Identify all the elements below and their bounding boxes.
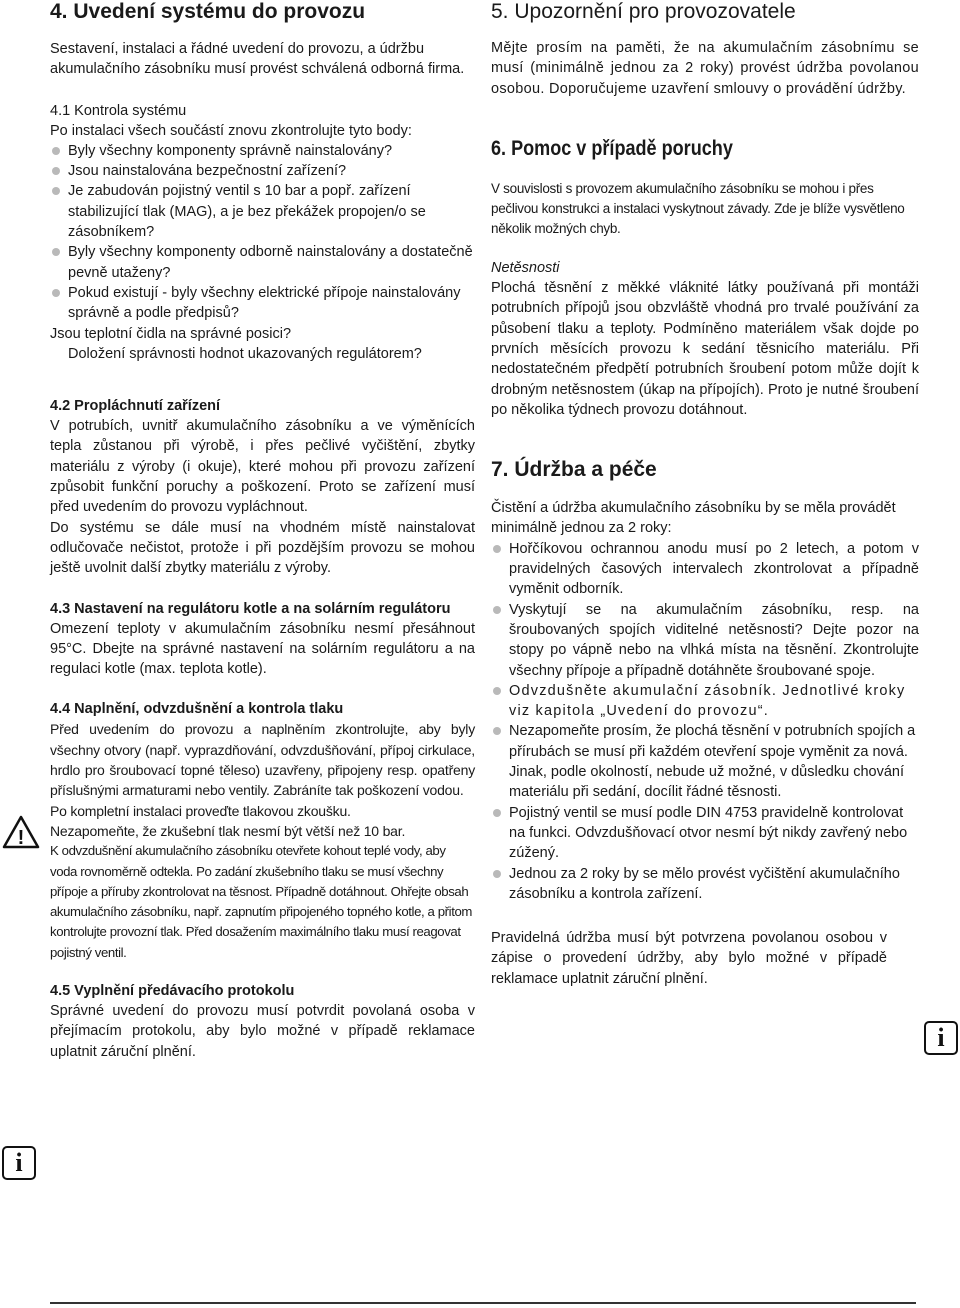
section-4-4-text-4: K odvzdušnění akumulačního zásobníku otevřete kohout teplé vody, aby voda rovnoměrně odtekla. Po zadání zkušebního tlaku se musí všechny přípoje a příruby zkontrolovat na těsnost. Případně dotáhnout. Ohřejte obsah akumulačního zásobníku, např. zapnutím připojeného topného kotle, a přitom kontrolujte provozní tlak. Před dosažením maximálního tlaku musí reagovat pojistný ventil. [50, 843, 472, 960]
warning-glyph: ! [17, 827, 25, 849]
section-4-4-text-3: Nezapomeňte, že zkušební tlak nesmí být větší než 10 bar. [50, 822, 406, 839]
section-5-text: Mějte prosím na paměti, že na akumulačním zásobnímu se musí (minimálně jednou za 2 roky) provést údržba povolanou osobou. Doporučujeme uzavření smlouvy o provádění údržby. [491, 40, 919, 97]
section-6-text: V souvislosti s provozem akumulačního zásobníku se mohou i přes pečlivou konstrukci a instalaci vyskytnout závady. Zde je blíže vysvětleno několik možných chyb. [491, 180, 905, 237]
section-4-4-heading: 4.4 Naplnění, odvzdušnění a kontrola tlaku [50, 701, 344, 718]
right-column [491, 0, 919, 989]
section-4-intro: Sestavení, instalaci a řádné uvedení do provozu, a údržbu akumulačního zásobníku musí provést schválená odborná firma. [50, 41, 465, 78]
section-6-subtext: Plochá těsnění z měkké vláknité látky používaná při montáži potrubních přípojů jsou obzvláště vhodná pro trvalé používání za působení tlaku a teploty. Podmíněno materiálem však dojde po prvních měsících provozu k sedání těsnicího materiálu. Při nedostatečném předpětí potrubních šroubení potom může dojít k drobným netěsnostem (úkap na přípojích). Proto je nutné šroubení po několika týdnech provozu dotáhnout. [491, 280, 919, 418]
section-4-title: 4. Uvedení systému do provozu [50, 0, 366, 23]
section-5-title: 5. Upozornění pro provozovatele [491, 0, 796, 23]
warning-icon [2, 815, 40, 849]
section-4-2-text: V potrubích, uvnitř akumulačního zásobníku a ve výměnících tepla zůstanou při výrobě, i přes pečlivé vyčištění, zbytky materiálu z výroby (i okuje), které mohou při provozu zařízení způsobit funkční poruchy a poškození. Proto se zařízení musí před uvedením do provozu vypláchnout. [50, 418, 475, 516]
info-icon: i [2, 1146, 36, 1180]
section-4-1-lead: Po instalaci všech součástí znovu zkontrolujte tyto body: [50, 122, 412, 139]
section-4-3-heading: 4.3 Nastavení na regulátoru kotle a na solárním regulátoru [50, 600, 451, 617]
section-4-4-text-2: Po kompletní instalaci proveďte tlakovou zkoušku. [50, 802, 351, 819]
section-7-closing: Pravidelná údržba musí být potvrzena povolanou osobou v zápise o provedení údržby, aby bylo možné v případě reklamace uplatnit záruční plnění. [491, 930, 887, 987]
section-7-lead: Čistění a údržba akumulačního zásobníku by se měla provádět minimálně jednou za 2 roky: [491, 500, 896, 537]
maintenance-item: Vyskytují se na akumulačním zásobníku, resp. na šroubovaných spojích viditelné netěsnosti? Dejte pozor na stopy po vápně nebo na vlhká místa na těsnění. Zkontrolujte všechny přípoje a případně dotáhněte šroubované spoje. [491, 600, 919, 681]
section-4-5-heading: 4.5 Vyplnění předávacího protokolu [50, 982, 295, 999]
left-column [50, 0, 475, 1062]
checklist-question: Jsou teplotní čidla na správné posici? [50, 325, 292, 342]
checklist-item: Je zabudován pojistný ventil s 10 bar a popř. zařízení stabilizující tlak (MAG), a je bez překážek propojen/o se zásobníkem? [50, 181, 475, 242]
maintenance-item: Odvzdušněte akumulační zásobník. Jednotlivé kroky viz kapitola „Uvedení do provozu“. [491, 681, 919, 722]
checklist-question: Doložení správnosti hodnot ukazovaných regulátorem? [68, 345, 422, 362]
section-6-subheading: Netěsnosti [491, 259, 560, 276]
maintenance-item: Nezapomeňte prosím, že plochá těsnění v potrubních spojích a přírubách se musí při každém otevření spoje vyměnit za nová. Jinak, podle okolností, nebude už možné, v důsledku chování materiálu při sedání, docílit řádné těsnosti. [491, 721, 919, 802]
section-4-4-text: Před uvedením do provozu a naplněním zkontrolujte, aby byly všechny otvory (např. vyprazdňování, odvzdušňování, přípoj cirkulace, hrdlo pro šroubovací topné těleso) uzavřeny, připojeny resp. opatřeny příslušnými armaturami nebo ventily. Zabráníte tak poškození vodou. [50, 721, 475, 799]
checklist-item: Byly všechny komponenty správně nainstalovány? [50, 141, 475, 161]
checklist-item: Pokud existují - byly všechny elektrické přípoje nainstalovány správně a podle předpisů? [50, 283, 475, 324]
info-icon: i [924, 1021, 958, 1055]
section-4-2-heading: 4.2 Propláchnutí zařízení [50, 398, 221, 415]
maintenance-item: Hořčíkovou ochrannou anodu musí po 2 letech, a potom v pravidelných časových intervalech zkontrolovat a případně vyměnit odborník. [491, 539, 919, 600]
section-4-5-text: Správné uvedení do provozu musí potvrdit povolaná osoba v přejímacím protokolu, aby bylo možné v případě reklamace uplatnit záruční plnění. [50, 1002, 475, 1060]
footer-divider [50, 1302, 916, 1304]
section-4-2-text-2: Do systému se dále musí na vhodném místě nainstalovat odlučovače nečistot, protože i při pozdějším provozu se mohou ještě uvolnit další zbytky materiálu z výroby. [50, 519, 475, 577]
maintenance-item: Jednou za 2 roky by se mělo provést vyčištění akumulačního zásobníku a kontrola zařízení. [491, 864, 919, 905]
section-4-1-heading: 4.1 Kontrola systému [50, 102, 187, 119]
section-7-title: 7. Údržba a péče [491, 458, 657, 482]
checklist-item: Jsou nainstalována bezpečnostní zařízení? [50, 161, 475, 181]
maintenance-item: Pojistný ventil se musí podle DIN 4753 pravidelně kontrolovat na funkci. Odvzdušňovací otvor nesmí být nikdy zavřený nebo zúžený. [491, 803, 919, 864]
checklist-item: Byly všechny komponenty odborně nainstalovány a dostatečně pevně utaženy? [50, 242, 475, 283]
section-4-3-text: Omezení teploty v akumulačním zásobníku nesmí přesáhnout 95°C. Dbejte na správné nastavení na solárním regulátoru a na regulaci kotle (max. teplota kotle). [50, 620, 475, 678]
section-6-title: 6. Pomoc v případě poruchy [491, 136, 733, 160]
